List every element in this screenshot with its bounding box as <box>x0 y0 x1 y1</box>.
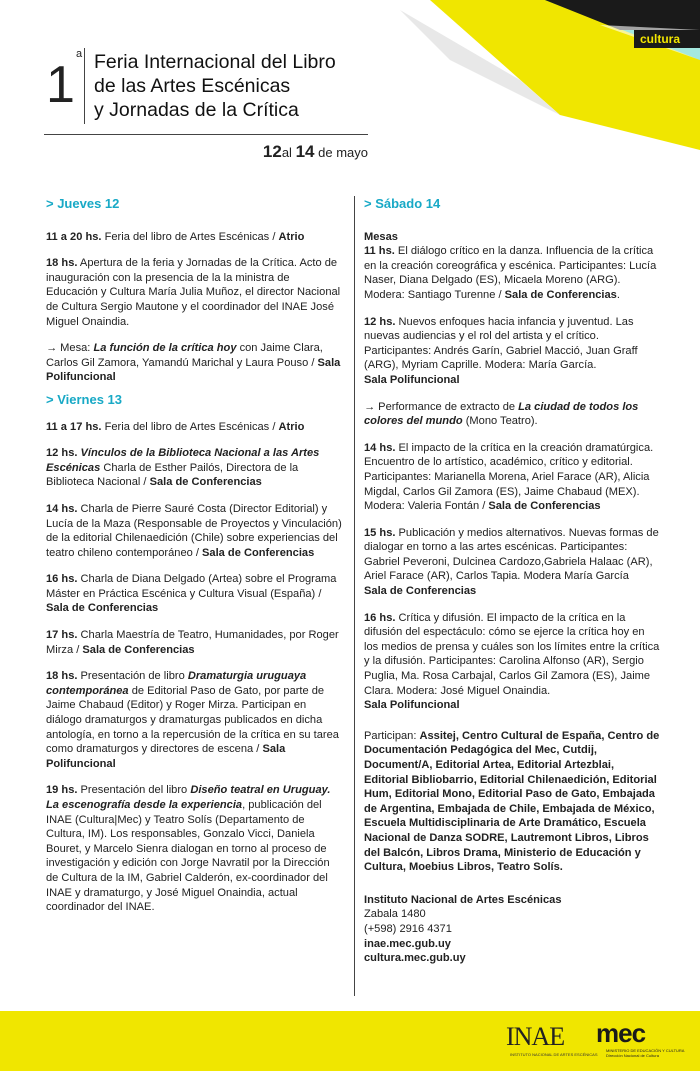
contact-org: Instituto Nacional de Artes Escénicas <box>364 893 562 906</box>
mesas-heading: Mesas <box>364 230 398 243</box>
contact-block <box>364 893 660 966</box>
header-vertical-rule <box>84 48 85 124</box>
mec-logo-subtitle: MINISTERIO DE EDUCACIÓN Y CULTURA Dirección Nacional de Cultura <box>606 1048 685 1058</box>
column-divider <box>354 196 355 996</box>
program-entry: 19 hs. Presentación del libro Diseño teatral en Uruguay. La escenografía desde la experiencia, publicación del INAE (Cultura|Mec) y Teatro Solís (Departamento de Cultura, IM). Los responsables, Gonzalo Vicci, Daniela Bouret, y Marcelo Sienra dialogan en torno al proceso de investigación y edición con Jorge Navratil por la Dirección de Cultura de la IM, Gabriel Calderón, ex-coordinador del INAE y dramaturgo, y José Miguel Onaindia, actual coordinador del INAE. <box>46 784 331 914</box>
participants: Participan: Assitej, Centro Cultural de España, Centro de Documentación Pedagógica del Mec, Cutdij, Document/A, Editorial Artea, Editorial Artezblai, Editorial Bibliobarrio, Editorial Chilenaedición, Editorial Hum, Editorial Mono, Editorial Paso de Gato, Embajada de Argentina, Embajada de Chile, Embajada de México, Escuela Multidisciplinaria de Arte Dramático, Escuela Nacional de Danza SODRE, Lautremont Libros, Libros del Balcón, Libros Drama, Ministerio de Educación y Cultura, Moebius Libros, Teatro Solís. <box>364 729 660 874</box>
edition-number: 1 a <box>46 48 83 114</box>
day-heading-viernes: > Viernes 13 <box>46 391 123 407</box>
program-left-column <box>46 197 342 927</box>
program-entry: 11 hs. El diálogo crítico en la danza. Influencia de la crítica en la creación coreográfica y escénica. Participantes: Lucía Naser, Diana Delgado (ES), Micaela Moreno (ARG). Modera: Santiago Turenne / Sala de Conferencias. <box>364 245 657 301</box>
program-entry: 14 hs. El impacto de la crítica en la creación dramatúrgica. Encuentro de lo artístico, académico, crítico y editorial. Participantes: Marianella Morena, Ariel Farace (AR), Alicia Migdal, Carlos Gil Zamora (ES), Jaime Chabaud (MEX). Modera: Valeria Fontán / Sala de Conferencias <box>364 441 654 513</box>
program-entry: 18 hs. Presentación de libro Dramaturgia uruguaya contemporánea de Editorial Paso de Gato, por parte de Jaime Chabaud (Editor) y Roger Mirza. Participan en diálogo dramaturgos y dramaturgas publicados en dicha antología, en torno a la repercusión de la crítica en su tarea como dramaturgos y directores de escena / Sala Polifuncional <box>46 670 339 770</box>
event-dates: 12al 14 de mayo <box>262 142 368 161</box>
contact-web-cultura[interactable]: cultura.mec.gub.uy <box>364 952 466 965</box>
title-divider <box>44 134 368 135</box>
inae-logo: INAE <box>506 1022 565 1051</box>
contact-phone: (+598) 2916 4371 <box>364 922 452 935</box>
program-entry: 12 hs. Vínculos de la Biblioteca Nacional a las Artes Escénicas Charla de Esther Pailós, Directora de la Biblioteca Nacional / Sala de Conferencias <box>46 447 320 489</box>
program-entry: → Mesa: La función de la crítica hoy con Jaime Clara, Carlos Gil Zamora, Yamandú Marichal y Laura Pouso / Sala Polifuncional <box>46 342 341 384</box>
program-entry: 15 hs. Publicación y medios alternativos. Nuevas formas de dialogar en torno a las artes escénicas. Participantes: Gabriel Peveroni, Dulcinea Cardozo,Gabriela Halaac (AR), Ariel Farace (AR), Carlos Tapia. Modera María García Sala de Conferencias <box>364 526 659 598</box>
program-entry: → Performance de extracto de La ciudad de todos los colores del mundo (Mono Teatro). <box>364 400 639 428</box>
day-heading-jueves: > Jueves 12 <box>46 196 120 211</box>
program-entry: 16 hs. Crítica y difusión. El impacto de la crítica en la difusión del espectáculo: cómo se ejerce la crítica hoy en los medios de prensa y cuáles son los límites entre la crítica y la difusión. Participantes: Carolina Alfonso (AR), Sergio Puglia, Ma. Rosa Carbajal, Carlos Gil Zamora (ES), Jaime Clara. Modera: José Miguel Onaindia. Sala Polifuncional <box>364 611 660 712</box>
edition-suffix: a <box>76 48 83 60</box>
program-right-column <box>364 197 660 978</box>
event-title: Feria Internacional del Libro de las Artes Escénicas y Jornadas de la Crítica <box>94 51 336 121</box>
program-entry: 16 hs. Charla de Diana Delgado (Artea) sobre el Programa Máster en Práctica Escénica y Cultura Visual (España) / Sala de Conferencias <box>46 573 337 615</box>
program-entry: 11 a 17 hs. Feria del libro de Artes Escénicas / Atrio <box>46 420 305 433</box>
day-heading-sabado: > Sábado 14 <box>364 196 441 211</box>
program-entry: 18 hs. Apertura de la feria y Jornadas de la Crítica. Acto de inauguración con la presencia de la la ministra de Educación y Cultura María Julia Muñoz, el director Nacional de Cultura Sergio Mautone y el coordinador del INAE José Miguel Onaindia. <box>46 257 341 328</box>
contact-address: Zabala 1480 <box>364 908 426 921</box>
footer-bar <box>0 1011 700 1071</box>
mec-logo: mec <box>596 1018 646 1048</box>
inae-logo-subtitle: INSTITUTO NACIONAL DE ARTES ESCÉNICAS <box>510 1052 598 1057</box>
contact-web-inae[interactable]: inae.mec.gub.uy <box>364 937 451 950</box>
program-entry: 14 hs. Charla de Pierre Sauré Costa (Director Editorial) y Lucía de la Maza (Responsable de Proyectos y Vinculación) de la editorial Chilenaedición (Chile) sobre experiencias del teatro chileno contemporáneo / Sala de Conferencias <box>46 502 342 559</box>
program-entry: 12 hs. Nuevos enfoques hacia infancia y juventud. Las nuevas audiencias y el rol del artista y el crítico. Participantes: Andrés Garín, Gabriel Macció, Juan Graff (ARG), Myriam Caprille. Modera: María García. Sala Polifuncional <box>364 315 638 386</box>
program-entry: 17 hs. Charla Maestría de Teatro, Humanidades, por Roger Mirza / Sala de Conferencias <box>46 629 339 656</box>
program-entry: 11 a 20 hs. Feria del libro de Artes Escénicas / Atrio <box>46 230 305 243</box>
cultura-tab: cultura <box>634 30 700 48</box>
